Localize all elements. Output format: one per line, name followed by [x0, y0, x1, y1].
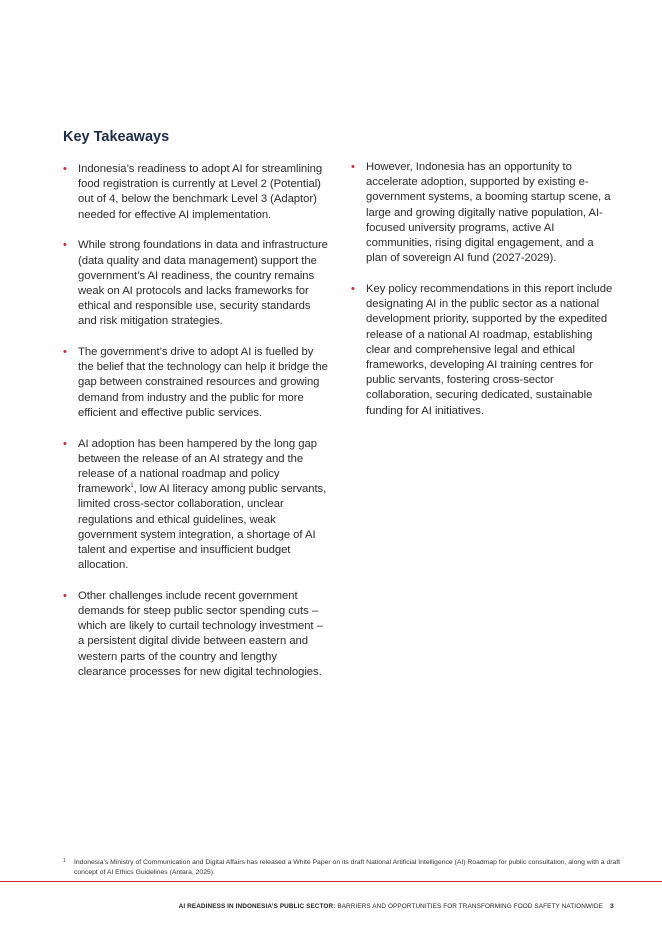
- list-item: [351, 160, 617, 266]
- list-item: [63, 238, 328, 329]
- bullet-icon: •: [63, 437, 67, 450]
- bullet-icon: •: [63, 239, 67, 252]
- running-footer: [0, 903, 603, 910]
- bullet-icon: •: [351, 161, 355, 173]
- list-item: [351, 282, 617, 419]
- list-item-text: Other challenges include recent government demands for steep public sector spending cuts – which are likely to curtail technology investment – a persistent digital divide between eastern and western parts of the country and lengthy clearance processes for new digital technologies.: [78, 589, 323, 678]
- footnote-reference[interactable]: 1: [130, 483, 134, 490]
- list-item: [63, 589, 328, 680]
- right-column-list: [351, 160, 617, 434]
- page-number: 3: [610, 903, 614, 910]
- left-column-list: [63, 162, 328, 696]
- list-item-text: However, Indonesia has an opportunity to accelerate adoption, supported by existing e-government systems, a booming startup scene, a large and growing digitally native population, AI-focused university programs, active AI communities, rising digital engagement, and a plan of sovereign AI fund (2027-2029).: [366, 161, 611, 265]
- footer-divider: [0, 881, 662, 882]
- bullet-icon: •: [63, 346, 67, 359]
- list-item: [63, 345, 328, 421]
- list-item-text-part: , low AI literacy among public servants, limited cross-sector collaboration, unclear regulations and ethical guidelines, weak government system integration, a shortage of AI talent and expertise and insufficient budget allocation.: [78, 483, 327, 572]
- list-item-text: [78, 437, 328, 574]
- footnote-mark: 1: [63, 858, 66, 864]
- list-item: [63, 162, 328, 223]
- section-title: Key Takeaways: [63, 129, 170, 145]
- list-item-text-part: AI adoption has been hampered by the long gap between the release of an AI strategy and the release of a national roadmap and policy framework: [78, 437, 317, 496]
- running-footer-bold: AI READINESS IN INDONESIA’S PUBLIC SECTOR:: [178, 903, 336, 910]
- list-item: [63, 437, 328, 574]
- footnote: [63, 858, 623, 878]
- list-item-text: Key policy recommendations in this report include designating AI in the public sector as a national development priority, supported by the expedited release of a national AI roadmap, establishing clear and comprehensive legal and ethical frameworks, developing AI training centres for public servants, fostering cross-sector collaboration, securing dedicated, sustainable funding for AI initiatives.: [366, 282, 613, 417]
- running-footer-rest: BARRIERS AND OPPORTUNITIES FOR TRANSFORMING FOOD SAFETY NATIONWIDE: [335, 903, 603, 910]
- list-item-text: The government’s drive to adopt AI is fuelled by the belief that the technology can help it bridge the gap between constrained resources and growing demand from industry and the public for more efficient and effective public services.: [78, 346, 328, 419]
- footnote-text: Indonesia’s Ministry of Communication and Digital Affairs has released a White Paper on its draft National Artificial Intelligence (AI) Roadmap for public consultation, along with a draft concept of AI Ethics Guidelines (Antara, 2025).: [74, 859, 621, 876]
- bullet-icon: •: [63, 589, 67, 602]
- bullet-icon: •: [351, 282, 355, 295]
- list-item-text: While strong foundations in data and infrastructure (data quality and data management) support the government’s AI readiness, the country remains weak on AI protocols and lacks frameworks for ethical and responsible use, security standards and risk mitigation strategies.: [78, 239, 328, 328]
- bullet-icon: •: [63, 163, 67, 175]
- list-item-text: Indonesia’s readiness to adopt AI for streamlining food registration is currently at Level 2 (Potential) out of 4, below the benchmark Level 3 (Adaptor) needed for effective AI implementation.: [78, 163, 323, 221]
